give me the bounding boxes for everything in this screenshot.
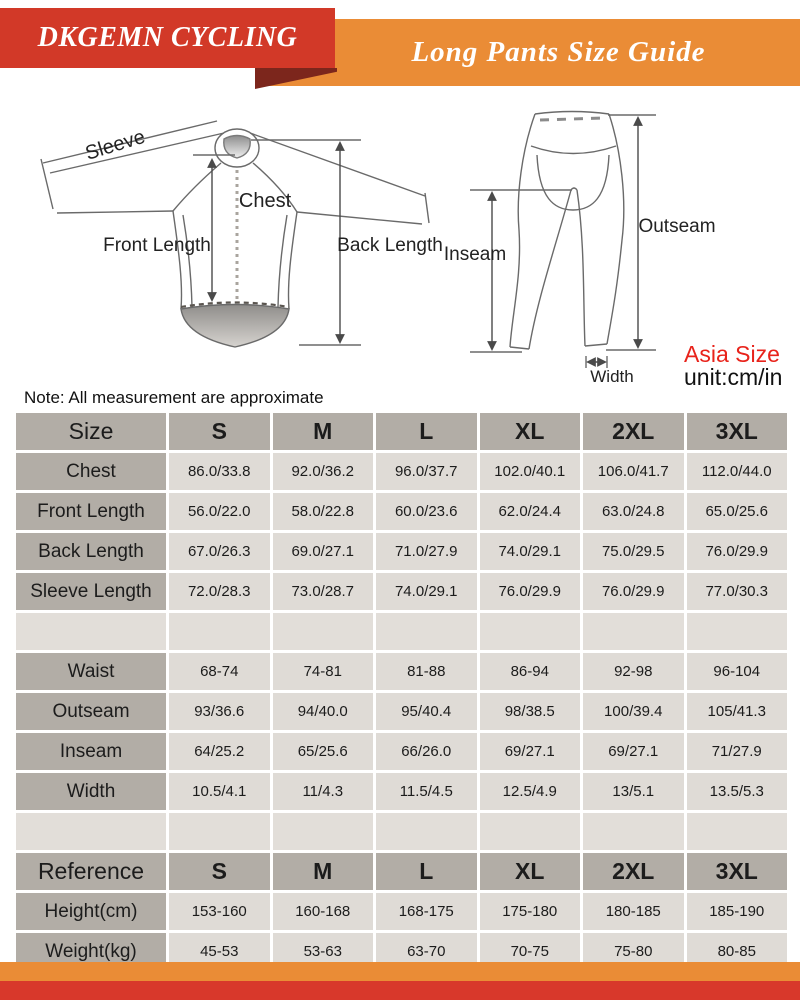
column-header: 2XL xyxy=(583,853,684,890)
table-cell: 96-104 xyxy=(687,653,788,690)
table-cell: 92-98 xyxy=(583,653,684,690)
column-header: XL xyxy=(480,853,581,890)
jersey-chest-label: Chest xyxy=(238,190,292,212)
table-cell: 45-53 xyxy=(169,933,270,970)
jersey-back-length-label: Back Length xyxy=(337,235,443,256)
table-cell: 53-63 xyxy=(273,933,374,970)
table-row xyxy=(16,693,787,730)
spacer-cell xyxy=(376,613,477,650)
table-cell: 76.0/29.9 xyxy=(583,573,684,610)
table-row xyxy=(16,453,787,490)
row-label: Outseam xyxy=(16,693,166,730)
row-label: Chest xyxy=(16,453,166,490)
footer-red-stripe xyxy=(0,981,800,1000)
column-header: XL xyxy=(480,413,581,450)
jersey-front-length-label: Front Length xyxy=(103,235,211,256)
spacer-cell xyxy=(583,813,684,850)
jersey-sleeve-label: Sleeve xyxy=(82,125,148,165)
footer-orange-stripe xyxy=(0,962,800,981)
unit-label: unit:cm/in xyxy=(684,364,783,390)
table-cell: 74.0/29.1 xyxy=(480,533,581,570)
column-header: 3XL xyxy=(687,413,788,450)
table-cell: 92.0/36.2 xyxy=(273,453,374,490)
table-cell: 58.0/22.8 xyxy=(273,493,374,530)
spacer-row xyxy=(16,613,787,650)
table-cell: 65.0/25.6 xyxy=(687,493,788,530)
spacer-cell xyxy=(169,613,270,650)
table-cell: 86.0/33.8 xyxy=(169,453,270,490)
table-cell: 77.0/30.3 xyxy=(687,573,788,610)
table-cell: 153-160 xyxy=(169,893,270,930)
header-row xyxy=(16,853,787,890)
column-header: S xyxy=(169,853,270,890)
table-cell: 75-80 xyxy=(583,933,684,970)
table-cell: 13/5.1 xyxy=(583,773,684,810)
spacer-cell xyxy=(583,613,684,650)
brand-name: DKGEMN CYCLING xyxy=(37,22,298,53)
table-cell: 96.0/37.7 xyxy=(376,453,477,490)
table-cell: 81-88 xyxy=(376,653,477,690)
spacer-cell xyxy=(169,813,270,850)
size-table xyxy=(13,410,790,973)
table-cell: 65/25.6 xyxy=(273,733,374,770)
table-cell: 106.0/41.7 xyxy=(583,453,684,490)
brand-ribbon xyxy=(0,8,335,68)
table-row xyxy=(16,493,787,530)
table-cell: 105/41.3 xyxy=(687,693,788,730)
table-cell: 72.0/28.3 xyxy=(169,573,270,610)
row-label: Weight(kg) xyxy=(16,933,166,970)
page-title: Long Pants Size Guide xyxy=(411,36,706,68)
table-cell: 10.5/4.1 xyxy=(169,773,270,810)
row-label: Width xyxy=(16,773,166,810)
table-cell: 71.0/27.9 xyxy=(376,533,477,570)
table-cell: 95/40.4 xyxy=(376,693,477,730)
column-header: 2XL xyxy=(583,413,684,450)
table-section-label: Size xyxy=(16,413,166,450)
table-cell: 98/38.5 xyxy=(480,693,581,730)
table-cell: 64/25.2 xyxy=(169,733,270,770)
spacer-row xyxy=(16,813,787,850)
table-cell: 67.0/26.3 xyxy=(169,533,270,570)
measurement-note: Note: All measurement are approximate xyxy=(24,388,324,407)
column-header: M xyxy=(273,413,374,450)
spacer-cell xyxy=(376,813,477,850)
row-label: Inseam xyxy=(16,733,166,770)
table-cell: 93/36.6 xyxy=(169,693,270,730)
row-label: Sleeve Length xyxy=(16,573,166,610)
table-cell: 76.0/29.9 xyxy=(480,573,581,610)
asia-size-label: Asia Size xyxy=(684,341,780,367)
table-cell: 76.0/29.9 xyxy=(687,533,788,570)
table-cell: 74-81 xyxy=(273,653,374,690)
table-cell: 180-185 xyxy=(583,893,684,930)
table-row xyxy=(16,653,787,690)
table-cell: 66/26.0 xyxy=(376,733,477,770)
table-cell: 68-74 xyxy=(169,653,270,690)
row-label: Height(cm) xyxy=(16,893,166,930)
row-label: Waist xyxy=(16,653,166,690)
table-cell: 11/4.3 xyxy=(273,773,374,810)
column-header: L xyxy=(376,413,477,450)
table-row xyxy=(16,773,787,810)
table-cell: 100/39.4 xyxy=(583,693,684,730)
table-cell: 69/27.1 xyxy=(480,733,581,770)
pants-outseam-label: Outseam xyxy=(638,216,716,237)
table-section-label: Reference xyxy=(16,853,166,890)
jersey-diagram xyxy=(5,103,445,363)
table-cell: 168-175 xyxy=(376,893,477,930)
spacer-cell xyxy=(273,613,374,650)
table-cell: 63-70 xyxy=(376,933,477,970)
spacer-cell xyxy=(273,813,374,850)
table-row xyxy=(16,893,787,930)
pants-width-label: Width xyxy=(590,367,634,386)
spacer-cell xyxy=(480,813,581,850)
table-cell: 175-180 xyxy=(480,893,581,930)
spacer-cell xyxy=(480,613,581,650)
table-row xyxy=(16,533,787,570)
table-cell: 56.0/22.0 xyxy=(169,493,270,530)
pants-diagram xyxy=(440,100,720,390)
table-cell: 63.0/24.8 xyxy=(583,493,684,530)
title-ribbon xyxy=(255,19,800,86)
table-cell: 11.5/4.5 xyxy=(376,773,477,810)
table-cell: 69/27.1 xyxy=(583,733,684,770)
row-label: Back Length xyxy=(16,533,166,570)
column-header: M xyxy=(273,853,374,890)
column-header: 3XL xyxy=(687,853,788,890)
table-cell: 160-168 xyxy=(273,893,374,930)
table-cell: 12.5/4.9 xyxy=(480,773,581,810)
row-label: Front Length xyxy=(16,493,166,530)
table-cell: 94/40.0 xyxy=(273,693,374,730)
table-cell: 80-85 xyxy=(687,933,788,970)
table-cell: 13.5/5.3 xyxy=(687,773,788,810)
table-cell: 185-190 xyxy=(687,893,788,930)
table-cell: 102.0/40.1 xyxy=(480,453,581,490)
column-header: S xyxy=(169,413,270,450)
table-cell: 112.0/44.0 xyxy=(687,453,788,490)
column-header: L xyxy=(376,853,477,890)
table-cell: 62.0/24.4 xyxy=(480,493,581,530)
spacer-cell xyxy=(687,813,788,850)
spacer-cell xyxy=(687,613,788,650)
table-row xyxy=(16,573,787,610)
table-cell: 86-94 xyxy=(480,653,581,690)
pants-inseam-label: Inseam xyxy=(443,244,507,265)
table-cell: 60.0/23.6 xyxy=(376,493,477,530)
table-cell: 75.0/29.5 xyxy=(583,533,684,570)
header-row xyxy=(16,413,787,450)
table-cell: 74.0/29.1 xyxy=(376,573,477,610)
table-cell: 70-75 xyxy=(480,933,581,970)
spacer-cell xyxy=(16,813,166,850)
table-cell: 73.0/28.7 xyxy=(273,573,374,610)
table-row xyxy=(16,733,787,770)
table-cell: 69.0/27.1 xyxy=(273,533,374,570)
table-cell: 71/27.9 xyxy=(687,733,788,770)
spacer-cell xyxy=(16,613,166,650)
